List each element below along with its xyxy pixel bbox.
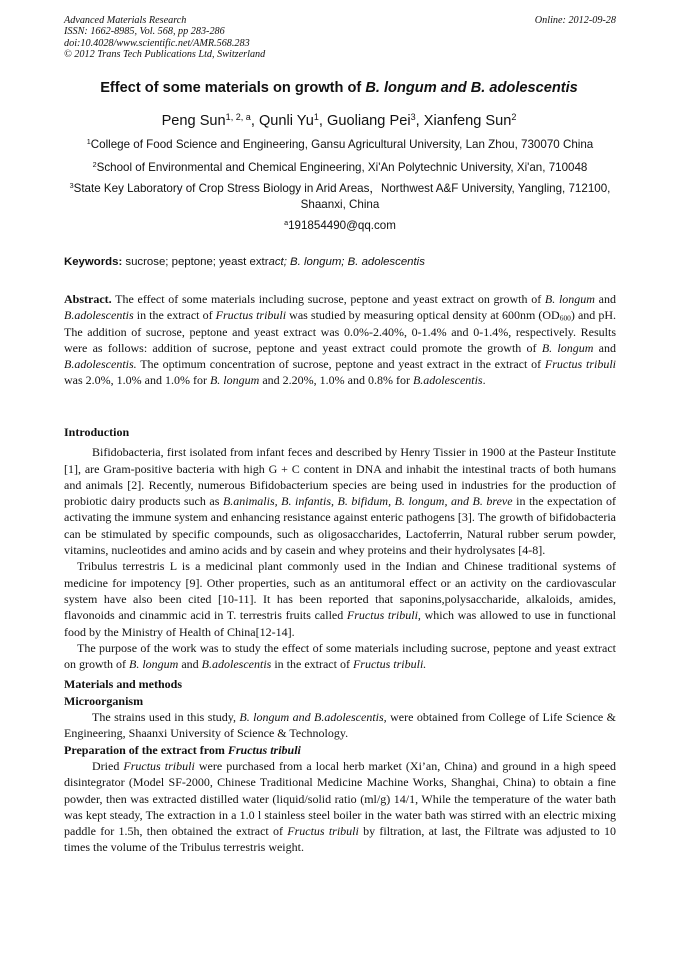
author-3: Guoliang Pei <box>327 113 411 129</box>
author-1: Peng Sun <box>161 113 226 129</box>
affiliation-3: $^3$State Key Laboratory of Crop Stress Biology in Arid Areas，Northwest A&F University, Yangling, 712100, Shaanxi, China <box>69 181 611 211</box>
paper-body <box>64 424 616 856</box>
paper-title <box>0 80 678 96</box>
subsection-heading-microorganism: Microorganism <box>64 693 144 708</box>
intro-paragraph-1: Bifidobacteria, first isolated from infant feces and described by Henry Tissier in 1900 at the Pasteur Institute [1], are Gram-positive bacteria with high G + C content in DNA and inhabit the intestinal tracts of both humans and animals [2]. Recently, numerous Bifidobacterium species are being used in industries for the production of probiotic dairy products such as B.animalis, B. infantis, B. bifidum, B. longum, and B. breve in the expectation of activating the immune system and enhancing resistance against enteric pathogens [3]. The growth of bifidobacteria can be stimulated by specific compounds, such as oligosaccharides, Lactoferrin, Natural rubber serum powder, vitamins, nucleotides and amino acids and by casein and whey proteins and their hydrolysates [4-8]. <box>64 445 616 558</box>
journal-name: Advanced Materials Research <box>64 15 187 26</box>
online-date: Online: 2012-09-28 <box>534 15 616 26</box>
keywords-label: Keywords: <box>64 256 123 268</box>
subsection-heading-preparation: Preparation of the extract from Fructus tribuli <box>64 742 301 757</box>
journal-header <box>64 15 616 61</box>
author-2-marker: 1 <box>313 112 319 123</box>
author-4-marker: 2 <box>511 112 517 123</box>
author-1-marker: 1, 2, a <box>225 112 251 123</box>
author-email: $^a$191854490@qq.com <box>284 218 396 232</box>
doi-line: doi:10.4028/www.scientific.net/AMR.568.283 <box>64 37 250 49</box>
title-species: B. longum and B. adolescentis <box>365 80 578 96</box>
issn-line: ISSN: 1662-8985, Vol. 568, pp 283-286 <box>64 26 225 38</box>
author-4: Xianfeng Sun <box>423 113 512 129</box>
abstract: Abstract. The effect of some materials including sucrose, peptone and yeast extract on growth of B. longum and B.adolescentis in the extract of Fructus tribuli was studied by measuring optical density at 600nm $(OD_{600})$ and pH. The addition of sucrose, peptone and yeast extract was 0.0%-2.40%, 0-1.4% and 0-1.4%, respectively. Results were as follows: addition of sucrose, peptone and yeast extract could promote the growth of B. longum and B.adolescentis. The optimum concentration of sucrose, peptone and yeast extract in the extract of Fructus tribuli was 2.0%, 1.0% and 1.0% for B. longum and 2.20%, 1.0% and 0.8% for B.adolescentis. <box>64 292 617 388</box>
copyright-line: © 2012 Trans Tech Publications Ltd, Switzerland <box>64 49 266 61</box>
affiliation-2: $^2$School of Environmental and Chemical Engineering, Xi'An Polytechnic University, Xi'an, 710048 <box>92 160 588 174</box>
microorganism-paragraph: The strains used in this study, B. longum and B.adolescentis, were obtained from College of Life Science & Engineering, Shaanxi University of Science & Technology. <box>64 710 616 741</box>
keywords: Keywords: sucrose; peptone; yeast extract; B. longum; B. adolescentis <box>64 256 425 268</box>
author-2: Qunli Yu <box>258 113 314 129</box>
author-3-marker: 3 <box>410 112 416 123</box>
preparation-paragraph: Dried Fructus tribuli were purchased from a local herb market (Xi’an, China) and ground in a high speed disintegrator (Model SF-2000, Chinese Traditional Medicine Machine Works, Shanghai, China) to obtain a fine powder, then was extracted distilled water (liquid/solid ratio (ml/g) 14/1, While the temperature of the water bath was kept steady, The extraction in a 1.0 l stainless steel boiler in the water bath was stirred with an electric mixing paddle for 1.5h, then obtained the extract of Fructus tribuli by filtration, at last, the Filtrate was adjusted to 10 times the volume of the Tribulus terrestris weight. <box>64 758 616 855</box>
author-list: Peng Sun$^{1, 2, a}$, Qunli Yu$^1$, Guoliang Pei$^3$, Xianfeng Sun$^2$ <box>161 112 517 129</box>
title-text: Effect of some materials on growth of <box>100 80 366 96</box>
intro-paragraph-2: Tribulus terrestris L is a medicinal plant commonly used in the Indian and Chinese traditional systems of medicine for impotency [9]. Other properties, such as an antitumoral effect or an activity on the cardiovascular system have also been cited [10-11]. It has been reported that saponins,polysaccharide, alkaloids, amides, flavonoids and cinammic acid in T. terrestris fruits called Fructus tribuli, which was allowed to use in functional food by the Ministry of Health of China[12-14]. <box>64 559 616 639</box>
section-heading-methods: Materials and methods <box>64 677 182 692</box>
intro-paragraph-3: The purpose of the work was to study the effect of some materials including sucrose, peptone and yeast extract on growth of B. longum and B.adolescentis in the extract of Fructus tribuli. <box>64 640 616 672</box>
section-heading-introduction: Introduction <box>64 425 130 439</box>
affiliation-1: $^1$College of Food Science and Engineering, Gansu Agricultural University, Lan Zhou, 730070 China <box>86 137 594 151</box>
abstract-label: Abstract. <box>64 292 112 306</box>
